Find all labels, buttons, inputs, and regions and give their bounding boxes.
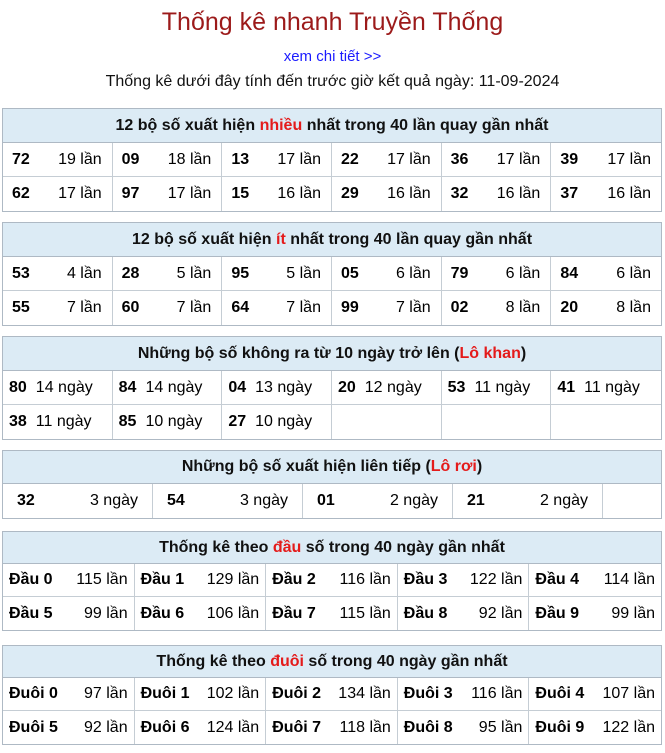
stat-number: 21	[467, 492, 485, 509]
stat-count: 17 lần	[58, 185, 102, 202]
stat-count: 3 ngày	[239, 492, 288, 509]
section-title: Những bộ số xuất hiện liên tiếp ( Lô rơi )	[3, 451, 661, 484]
stat-count: 17 lần	[387, 150, 431, 168]
stat-number: 79	[450, 264, 469, 282]
stat-count: 107 lần	[602, 685, 655, 702]
stat-cell	[551, 405, 661, 439]
stat-count: 14 ngày	[145, 378, 203, 396]
stat-count: 16 lần	[607, 185, 651, 202]
stat-cell	[529, 678, 661, 711]
stat-count: 19 lần	[58, 150, 102, 168]
stat-number: Đuôi 4	[535, 685, 585, 702]
stat-count: 102 lần	[206, 685, 260, 702]
stat-cell	[398, 678, 530, 711]
stat-cell	[332, 177, 442, 211]
stat-count: 115 lần	[76, 571, 128, 588]
stat-number: 72	[12, 150, 30, 168]
section-title: 12 bộ số xuất hiện nhiều nhất trong 40 lần quay gần nhất	[3, 109, 661, 143]
stat-count: 11 ngày	[35, 413, 92, 430]
stat-count: 5 lần	[176, 264, 212, 282]
stat-count: 8 lần	[505, 299, 541, 316]
stat-number: Đuôi 0	[9, 685, 58, 702]
stat-count: 7 lần	[395, 299, 431, 316]
stat-number: 80	[9, 378, 27, 396]
stat-count: 3 ngày	[89, 492, 138, 509]
stat-cell	[113, 371, 223, 405]
stat-cell	[3, 405, 113, 439]
stat-cell	[113, 257, 223, 291]
stat-cell	[3, 143, 113, 177]
stat-number: 64	[231, 299, 250, 316]
stat-cell	[529, 711, 661, 744]
stat-count: 122 lần	[469, 571, 523, 588]
stat-cell	[303, 484, 453, 518]
stat-count: 118 lần	[339, 718, 391, 736]
duoi-section	[2, 645, 662, 745]
stat-number: 60	[121, 299, 140, 316]
stat-cell	[113, 177, 223, 211]
stat-number: Đầu 6	[140, 604, 185, 622]
stat-cell	[222, 177, 332, 211]
stat-count: 7 lần	[176, 299, 212, 316]
stat-cell	[551, 257, 661, 291]
stat-cell	[442, 143, 552, 177]
most-frequent-section	[2, 108, 662, 212]
stat-number: Đuôi 5	[9, 718, 58, 736]
stat-count: 2 ngày	[389, 492, 438, 509]
stat-number: Đầu 2	[272, 571, 316, 588]
stat-cell	[332, 371, 442, 405]
stat-number: 27	[228, 413, 247, 430]
highlight-word: Lô rơi	[430, 458, 477, 475]
stat-count: 5 lần	[286, 264, 321, 282]
stat-number: 53	[12, 264, 30, 282]
stat-number: 15	[231, 185, 250, 202]
stat-count: 2 ngày	[539, 492, 588, 509]
stat-count: 17 lần	[607, 150, 651, 168]
stat-cell	[332, 291, 442, 325]
stat-cell	[332, 143, 442, 177]
stat-cell	[398, 711, 530, 744]
stat-cell	[3, 257, 113, 291]
stat-count: 116 lần	[471, 685, 523, 702]
stat-count: 11 ngày	[584, 378, 640, 396]
stat-cell	[3, 678, 135, 711]
stat-cell	[3, 484, 153, 518]
stat-count: 7 lần	[66, 299, 102, 316]
stat-cell	[266, 678, 398, 711]
stat-cell	[332, 405, 442, 439]
stat-number: 85	[118, 413, 137, 430]
stat-cell	[551, 291, 661, 325]
stat-number: 41	[557, 378, 576, 396]
stat-cell	[442, 177, 552, 211]
stat-cell	[442, 291, 552, 325]
stat-number: 95	[231, 264, 250, 282]
stat-count: 16 lần	[277, 185, 321, 202]
lo-khan-section	[2, 336, 662, 440]
stat-number: Đầu 5	[9, 604, 53, 622]
date-subline: Thống kê dưới đây tính đến trước giờ kết quả ngày: 11-09-2024	[105, 73, 560, 90]
page-title: Thống kê nhanh Truyền Thống	[161, 8, 504, 36]
stat-number: 36	[450, 150, 469, 168]
section-title: 12 bộ số xuất hiện ít nhất trong 40 lần quay gần nhất	[3, 223, 661, 257]
stat-count: 10 ngày	[255, 413, 313, 430]
stat-count: 8 lần	[616, 299, 651, 316]
stat-count: 16 lần	[387, 185, 431, 202]
stat-number: Đầu 4	[535, 571, 579, 588]
stat-count: 4 lần	[66, 264, 102, 282]
stat-cell	[551, 177, 661, 211]
stat-grid	[3, 257, 661, 325]
stat-grid	[3, 143, 661, 211]
stat-cell	[398, 597, 530, 630]
stat-count: 97 lần	[84, 685, 128, 702]
stat-number: 05	[340, 264, 359, 282]
stat-cell	[135, 678, 267, 711]
stat-count: 7 lần	[286, 299, 321, 316]
highlight-word: đuôi	[270, 652, 304, 670]
stat-cell	[266, 597, 398, 630]
stat-number: Đầu 0	[9, 571, 53, 588]
stat-number: Đầu 8	[403, 604, 448, 622]
stat-number: 13	[231, 150, 250, 168]
stat-cell	[153, 484, 303, 518]
stat-number: Đuôi 7	[272, 718, 322, 736]
stat-number: 32	[450, 185, 469, 202]
stat-number: 38	[9, 413, 27, 430]
stat-number: 62	[12, 185, 30, 202]
stat-number: 39	[560, 150, 579, 168]
stat-count: 92 lần	[84, 718, 128, 736]
highlight-word: Lô khan	[459, 344, 521, 362]
stat-number: Đuôi 1	[140, 685, 190, 702]
stat-number: Đuôi 6	[140, 718, 190, 736]
stat-count: 6 lần	[505, 264, 541, 282]
stat-number: Đầu 9	[535, 604, 579, 622]
stat-count: 129 lần	[206, 571, 260, 588]
stat-number: Đầu 3	[403, 571, 448, 588]
stat-number: 37	[560, 185, 579, 202]
section-title: Những bộ số không ra từ 10 ngày trở lên ( Lô khan )	[3, 337, 661, 371]
stat-number: 99	[340, 299, 359, 316]
section-title: Thống kê theo đuôi số trong 40 ngày gần nhất	[3, 646, 661, 678]
stat-number: Đuôi 9	[535, 718, 585, 736]
stat-number: 84	[560, 264, 579, 282]
stat-number: Đuôi 2	[272, 685, 322, 702]
highlight-word: ít	[276, 230, 286, 248]
stat-count: 115 lần	[339, 604, 391, 622]
stat-cell	[3, 597, 135, 630]
stat-cell	[222, 143, 332, 177]
stat-grid	[3, 678, 661, 744]
stat-number: Đầu 1	[140, 571, 185, 588]
stat-count: 116 lần	[339, 571, 391, 588]
stat-count: 17 lần	[277, 150, 321, 168]
section-title: Thống kê theo đầu số trong 40 ngày gần nhất	[3, 532, 661, 564]
stat-number: 55	[12, 299, 30, 316]
stat-grid	[3, 484, 661, 518]
stat-count: 92 lần	[478, 604, 523, 622]
stat-cell	[3, 177, 113, 211]
stat-number: 09	[121, 150, 140, 168]
stat-count: 18 lần	[167, 150, 212, 168]
stat-number: 20	[337, 378, 356, 396]
stat-cell	[3, 564, 135, 597]
dau-section	[2, 531, 662, 631]
stat-number: 28	[121, 264, 140, 282]
stat-cell	[529, 597, 661, 630]
stat-count: 99 lần	[84, 604, 128, 622]
stat-count: 11 ngày	[474, 378, 531, 396]
highlight-word: đầu	[272, 538, 302, 556]
stat-number: Đuôi 8	[403, 718, 453, 736]
stat-number: 22	[340, 150, 359, 168]
highlight-word: nhiều	[259, 116, 303, 134]
stat-count: 114 lần	[603, 571, 655, 588]
stat-number: 84	[118, 378, 137, 396]
stat-number: 29	[340, 185, 359, 202]
stat-count: 6 lần	[616, 264, 651, 282]
stat-number: Đuôi 3	[403, 685, 453, 702]
stat-cell	[135, 711, 267, 744]
stat-cell	[398, 564, 530, 597]
stat-count: 95 lần	[478, 718, 523, 736]
stat-count: 17 lần	[167, 185, 212, 202]
stat-cell	[442, 257, 552, 291]
stat-cell	[442, 371, 552, 405]
stat-cell	[266, 564, 398, 597]
stat-count: 13 ngày	[255, 378, 313, 396]
stat-grid	[3, 371, 661, 439]
stat-cell	[222, 371, 332, 405]
stat-count: 10 ngày	[145, 413, 203, 430]
stat-count: 124 lần	[206, 718, 260, 736]
stat-cell	[603, 484, 661, 518]
stat-grid	[3, 564, 661, 630]
stat-cell	[113, 143, 223, 177]
stat-count: 6 lần	[395, 264, 431, 282]
stat-cell	[135, 564, 267, 597]
stat-cell	[135, 597, 267, 630]
stat-count: 122 lần	[602, 718, 655, 736]
stat-cell	[3, 371, 113, 405]
stat-count: 17 lần	[496, 150, 541, 168]
stat-count: 106 lần	[206, 604, 260, 622]
stat-cell	[222, 291, 332, 325]
stat-count: 134 lần	[338, 685, 391, 702]
stat-count: 14 ngày	[35, 378, 93, 396]
least-frequent-section	[2, 222, 662, 326]
stat-number: 02	[450, 299, 469, 316]
stat-cell	[222, 257, 332, 291]
stat-cell	[266, 711, 398, 744]
stat-cell	[442, 405, 552, 439]
stat-number: 20	[560, 299, 579, 316]
stat-cell	[3, 291, 113, 325]
stat-cell	[113, 291, 223, 325]
stat-cell	[222, 405, 332, 439]
stat-cell	[113, 405, 223, 439]
stat-cell	[551, 143, 661, 177]
stat-cell	[3, 711, 135, 744]
stat-number: Đầu 7	[272, 604, 316, 622]
stat-cell	[332, 257, 442, 291]
stat-number: 97	[121, 185, 140, 202]
lo-roi-section	[2, 450, 662, 519]
stat-number: 01	[317, 492, 335, 509]
stat-number: 04	[228, 378, 247, 396]
stat-count: 99 lần	[611, 604, 655, 622]
detail-link[interactable]: xem chi tiết >>	[283, 48, 382, 65]
stat-cell	[453, 484, 603, 518]
stat-number: 53	[447, 378, 466, 396]
stat-number: 54	[167, 492, 185, 509]
stat-cell	[529, 564, 661, 597]
stat-number: 32	[17, 492, 35, 509]
stat-cell	[551, 371, 661, 405]
stat-count: 16 lần	[496, 185, 541, 202]
stat-count: 12 ngày	[364, 378, 422, 396]
